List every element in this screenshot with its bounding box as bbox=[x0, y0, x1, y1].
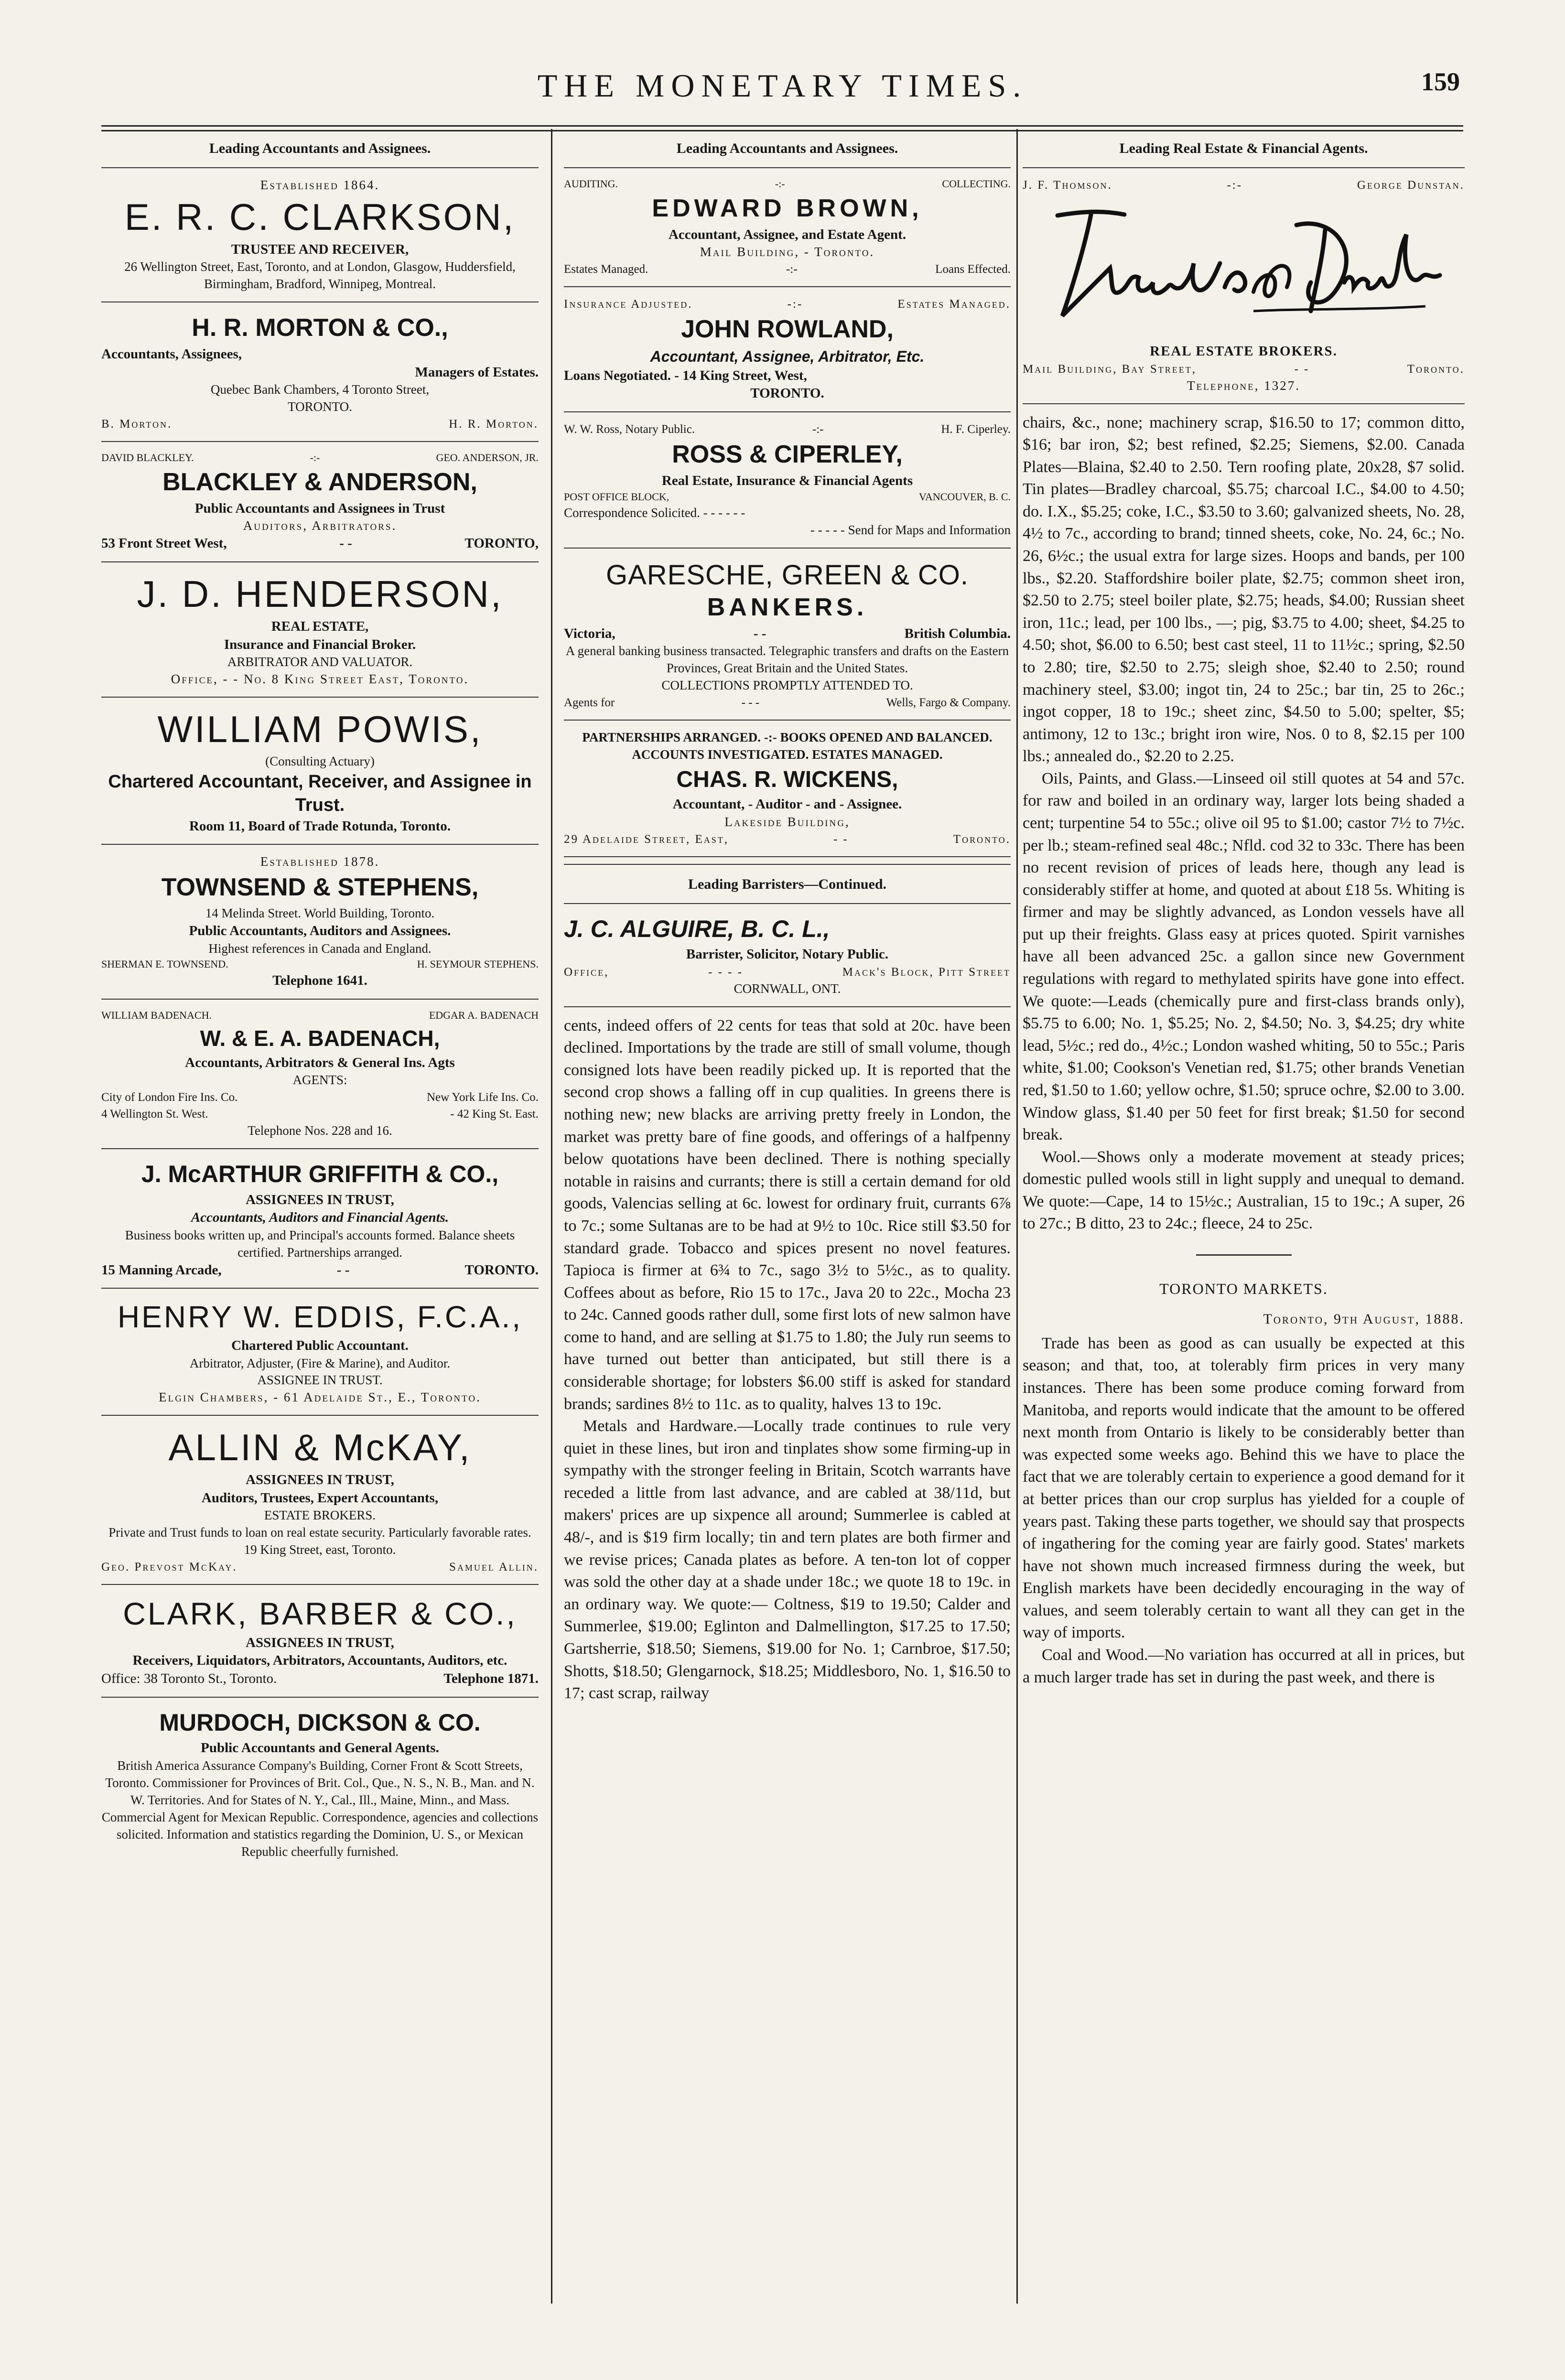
paragraph: chairs, &c., none; machinery scrap, $16.50 to 17; common ditto, $16; bar iron, $2; best refined, $2.25; Siemens, $2.00. Canada Plates—Blaina, $2.40 to 2.50. Tern roofing plate, 20x28, $7 solid. Tin plates—Bradley charcoal, $5.75; charcoal I.C., $4.00 to 4.50; do. I.X., $5.25; coke, I.C., $3.50 to 3.60; galvanized sheets, No. 28, 4½ to 7c., according to brand; tinned sheets, coke, No. 24, 6c.; No. 26, 6½c.; the usual extra for large sizes. Hoops and bands, per 100 lbs., $2.20. Staffordshire boiler plate, $2.75; common sheet iron, $2.50 to 2.75; steel boiler plate, $2.75; heads, $4.00; Russian sheet iron, 11c.; lead, per 100 lbs., —; pig, $3.75 to 4.00; sheet, $4.25 to 4.50; shot, $6.00 to 6.50; best cast steel, 11 to 11½c.; spring, $2.50 to 2.80; tire, $2.50 to 2.75; sleigh shoe, $2.40 to 2.50; round machinery steel, $3.00; ingot tin, 24 to 25c.; bar tin, 25 to 26c.; ingot copper, 18 to 19c.; sheet zinc, $4.50 to 5.00; spelter, $5; antimony, 12 to 13c.; bright iron wire, Nos. 0 to 8, $2.15 per 100 lbs.; annealed do., $2.20 to 2.25. bbox=[1023, 413, 1465, 765]
role: ASSIGNEES IN TRUST, bbox=[246, 1635, 394, 1650]
role: ARBITRATOR AND VALUATOR. bbox=[227, 655, 413, 669]
card-rowland bbox=[564, 287, 1011, 412]
section-heading: Leading Real Estate & Financial Agents. bbox=[1023, 129, 1465, 168]
city: Victoria, bbox=[564, 625, 615, 641]
firm-name: HENRY W. EDDIS, F.C.A., bbox=[117, 1300, 523, 1335]
city: CORNWALL, ONT. bbox=[734, 981, 841, 996]
paragraph: Metals and Hardware.—Locally trade continues to rule very quiet in these lines, but iron and tinplates show some firming-up in sympathy with the stronger feeling in Britain, Scotch warrants have receded a little from last advance, and are cabled at 38/11d, but makers' prices are up sixpence all around; Summerlee is cabled at 48/-, and is $19 firm locally; tin and tern plates are both firmer and we revise prices; Canada plates as before. A ten-ton lot of copper was sold the other day at a shade under 18c.; we quote 18 to 19c. in an ordinary way. We quote:— Coltness, $19 to 19.50; Calder and Summerlee, $19.00; Eglinton and Dalmellington, $17.25 to 17.50; Gartsherrie, $18.50; Siemens, $19.00 for No. 1; Carnbroe, $17.50; Shotts, $18.50; Glengarnock, $18.25; Middlesboro, No. 1, $16.50 to 17; cast scrap, railway bbox=[564, 1417, 1011, 1702]
role: ASSIGNEE IN TRUST. bbox=[257, 1373, 383, 1388]
separator: -:- bbox=[310, 452, 320, 464]
service: COLLECTING. bbox=[942, 178, 1011, 190]
firm-name: E. R. C. CLARKSON, bbox=[124, 195, 516, 238]
address: 15 Manning Arcade, bbox=[101, 1262, 222, 1278]
agents-label: AGENTS: bbox=[292, 1073, 347, 1088]
role: (Consulting Actuary) bbox=[265, 754, 375, 768]
building: Lakeside Building, bbox=[724, 814, 850, 829]
card-alguire bbox=[564, 904, 1011, 1007]
dash: - - - bbox=[741, 696, 760, 710]
partner: H. F. Ciperley. bbox=[941, 422, 1011, 436]
column-divider-1 bbox=[551, 129, 552, 2304]
location-row bbox=[564, 625, 1011, 643]
firm-name: GARESCHE, GREEN & CO. bbox=[605, 560, 969, 591]
city: Toronto. bbox=[1407, 362, 1465, 376]
separator: -:- bbox=[787, 298, 803, 311]
city: TORONTO, bbox=[464, 536, 539, 551]
line: - - - - - Send for Maps and Information bbox=[810, 523, 1011, 538]
city: TORONTO. bbox=[750, 386, 824, 401]
firm-name: J. McARTHUR GRIFFITH & CO., bbox=[141, 1161, 499, 1188]
role: REAL ESTATE, bbox=[271, 618, 369, 634]
firm-name: J. D. HENDERSON, bbox=[137, 573, 503, 615]
role: Insurance and Financial Broker. bbox=[224, 636, 416, 652]
partner: H. SEYMOUR STEPHENS. bbox=[417, 958, 539, 970]
partner: EDGAR A. BADENACH bbox=[429, 1009, 539, 1021]
office: Office: 38 Toronto St., Toronto. bbox=[101, 1671, 277, 1687]
signature-image bbox=[1029, 196, 1459, 340]
role: Accountants, Assignees, bbox=[101, 346, 242, 362]
card-griffith bbox=[101, 1149, 539, 1289]
column-1 bbox=[101, 129, 539, 2304]
partner: W. W. Ross, Notary Public. bbox=[564, 422, 695, 436]
role: Arbitrator, Adjuster, (Fire & Marine), and Auditor. bbox=[189, 1356, 451, 1370]
column-3 bbox=[1023, 129, 1465, 2304]
paragraph: Coal and Wood.—No variation has occurred at all in prices, but a much larger trade has set in during the past week, and there is bbox=[1023, 1646, 1465, 1686]
separator: -:- bbox=[1227, 179, 1243, 192]
address: 29 Adelaide Street, East, bbox=[564, 832, 729, 846]
partner: J. F. Thomson. bbox=[1023, 179, 1112, 192]
role: Receivers, Liquidators, Arbitrators, Accountants, Auditors, etc. bbox=[132, 1653, 507, 1669]
column-2 bbox=[564, 129, 1011, 2304]
card-murdoch bbox=[101, 1698, 539, 1869]
card-wickens bbox=[564, 721, 1011, 857]
partner: SHERMAN E. TOWNSEND. bbox=[101, 958, 228, 970]
partners bbox=[564, 421, 1011, 438]
role: Chartered Public Accountant. bbox=[231, 1337, 409, 1353]
masthead: THE MONETARY TIMES. bbox=[537, 67, 1028, 104]
partners bbox=[101, 416, 539, 432]
service: Estates Managed. bbox=[897, 298, 1011, 311]
phone: Telephone 1871. bbox=[443, 1671, 539, 1687]
services: PARTNERSHIPS ARRANGED. -:- BOOKS OPENED AND BALANCED. ACCOUNTS INVESTIGATED. ESTATES MANAGED. bbox=[582, 730, 993, 762]
address: Mail Building, - Toronto. bbox=[700, 245, 875, 259]
role: ASSIGNEES IN TRUST, bbox=[246, 1472, 394, 1488]
address: 4 Wellington St. West. bbox=[101, 1108, 208, 1121]
body: Private and Trust funds to loan on real estate security. Particularly favorable rates. 19 King Street, east, Toronto. bbox=[108, 1525, 531, 1557]
card-blackley bbox=[101, 442, 539, 562]
role: Managers of Estates. bbox=[415, 364, 539, 380]
dash: - - bbox=[339, 536, 352, 551]
card-morton bbox=[101, 302, 539, 442]
separator: -:- bbox=[775, 178, 785, 190]
role: Accountant, Assignee, Arbitrator, Etc. bbox=[650, 347, 925, 365]
role: ESTATE BROKERS. bbox=[264, 1508, 376, 1523]
role: Accountants, Auditors and Financial Agents. bbox=[191, 1210, 449, 1226]
firm-name: H. R. MORTON & CO., bbox=[192, 314, 448, 342]
article-col2 bbox=[564, 1007, 1011, 1705]
services bbox=[564, 261, 1011, 278]
firm-name: W. & E. A. BADENACH, bbox=[200, 1025, 440, 1051]
page-number: 159 bbox=[1421, 67, 1460, 96]
role: Public Accountants and Assignees in Trust bbox=[194, 500, 445, 516]
partners bbox=[101, 1559, 539, 1575]
line: Public Accountants, Auditors and Assignees. bbox=[189, 923, 451, 938]
partner: George Dunstan. bbox=[1357, 179, 1465, 192]
section-heading: Leading Accountants and Assignees. bbox=[564, 129, 1011, 168]
address-row bbox=[1023, 361, 1465, 377]
firm-name: JOHN ROWLAND, bbox=[681, 315, 894, 344]
address: 26 Wellington Street, East, Toronto, and at London, Glasgow, Huddersfield, Birmingham, Bradford, Winnipeg, Montreal. bbox=[124, 259, 516, 291]
separator: -:- bbox=[812, 422, 824, 436]
service: AUDITING. bbox=[564, 178, 618, 190]
partners bbox=[101, 451, 539, 465]
firm-name: BLACKLEY & ANDERSON, bbox=[162, 468, 477, 496]
address: Mack's Block, Pitt Street bbox=[842, 965, 1011, 979]
paragraph: Oils, Paints, and Glass.—Linseed oil still quotes at 54 and 57c. for raw and boiled in an ordinary way, larger lots being shaded a cent; turpentine 54 to 55c.; olive oil 95 to $1.00; castor 7½ to 7½c. per lb.; steam-refined seal 48c.; Nfld. cod 32 to 33c. There has been no recent revision of prices of leads here, though any lead is considerably stiffer at home, and quoted at about £18 5s. Whiting is firmer and may be slightly advanced, as London vessels have all put up their freights. Glass easy at prices quoted. Spirit varnishes have all been advanced 25c. a gallon since new Government regulations with regard to methylated spirits have gone into effect. We quote:—Leads (chemically pure and first-class brands only), $5.75 to 6.00; No. 1, $5.25; No. 2, $4.50; No. 3, $4.25; dry white lead, 5½c.; red do., 4½c.; London washed whiting, 50 to 55c.; Paris white, $1.00; Cookson's Venetian red, $1.75; other brands Venetian red, $1.50 to 1.60; yellow ochre, $1.50; spruce ochre, $2.00 to 3.00. Window glass, $1.40 per 50 feet for first break; $1.50 for second break. bbox=[1023, 769, 1465, 1144]
separator: -:- bbox=[786, 263, 798, 276]
firm-name: CHAS. R. WICKENS, bbox=[676, 766, 898, 792]
article-col3 bbox=[1023, 404, 1465, 1689]
body: Business books written up, and Principal's accounts formed. Balance sheets certified. Partnerships arranged. bbox=[125, 1228, 515, 1260]
card-clark bbox=[101, 1585, 539, 1698]
partners bbox=[101, 957, 539, 972]
address: - 42 King St. East. bbox=[450, 1108, 539, 1121]
role: ASSIGNEES IN TRUST, bbox=[246, 1192, 394, 1207]
section-heading: Leading Accountants and Assignees. bbox=[101, 129, 539, 168]
service: Insurance Adjusted. bbox=[564, 298, 693, 311]
firm-name: WILLIAM POWIS, bbox=[157, 708, 483, 751]
agents-label: Agents for bbox=[564, 696, 615, 710]
card-clarkson bbox=[101, 168, 539, 302]
paragraph: cents, indeed offers of 22 cents for teas that sold at 20c. have been declined. Importations by the trade are still of small volume, though consigned lots have been readily picked up. It is reported that the second crop shows a falling off in cup qualities. In greens there is nothing new; new blacks are arriving pretty freely in London, the market was pretty bare of fine goods, and offerings of a halfpenny below quotations have been declined. There is nothing specially notable in raisins and currants; there is still a certain demand for old goods, Valencias selling at 6c. lowest for ordinary fruit, currants 6⅞ to 7c.; some Sultanas are to be had at 9½ to 10c. Rice still $3.50 for standard grade. Tobacco and spices present no novel features. Tapioca is firmer at 6¾ to 7c., sago 3½ to 5½c., as to quality. Coffees about as before, Rio 15 to 17c., Java 20 to 22c., Mocha 23 to 24c. Canned goods rather dull, some first lots of new salmon have come to hand, and are selling at $1.75 to 1.80; the July run seems to have turned out better than anticipated, but still there is a considerable shortage; for lobsters $6.00 stiff is asked for standard brands; sardines 8½ to 11c. as to quality, halves 13 to 19c. bbox=[564, 1016, 1011, 1413]
column-divider-2 bbox=[1016, 129, 1018, 2304]
office-row bbox=[101, 1670, 539, 1688]
role: Auditors, Trustees, Expert Accountants, bbox=[201, 1490, 439, 1506]
role: Auditors, Arbitrators. bbox=[243, 518, 397, 533]
firm-type: BANKERS. bbox=[707, 593, 868, 621]
partner: H. R. Morton. bbox=[449, 418, 539, 431]
partner: Samuel Allin. bbox=[449, 1561, 539, 1574]
partner: GEO. ANDERSON, JR. bbox=[436, 452, 539, 464]
address: Loans Negotiated. - 14 King Street, West, bbox=[564, 367, 807, 383]
card-allin bbox=[101, 1416, 539, 1585]
partner: WILLIAM BADENACH. bbox=[101, 1009, 212, 1021]
firm-name: MURDOCH, DICKSON & CO. bbox=[159, 1709, 481, 1736]
card-brown bbox=[564, 168, 1011, 287]
dash: - - bbox=[1294, 362, 1310, 376]
card-badenach bbox=[101, 1000, 539, 1149]
address-row bbox=[101, 1261, 539, 1280]
agents bbox=[101, 1089, 539, 1106]
city: TORONTO. bbox=[288, 399, 352, 414]
card-eddis bbox=[101, 1289, 539, 1416]
province: British Columbia. bbox=[904, 625, 1011, 641]
office-label: Office, bbox=[564, 965, 609, 979]
service: Loans Effected. bbox=[935, 263, 1011, 276]
collections: COLLECTIONS PROMPTLY ATTENDED TO. bbox=[661, 678, 913, 693]
divider bbox=[1196, 1254, 1292, 1256]
body: British America Assurance Company's Building, Corner Front & Scott Streets, Toronto. Commissioner for Provinces of Brit. Col., Que., N. S., N. B., Man. and N. W. Territories. And for States of N. Y., Cal., Ill., Maine, Minn., and Mass. Commercial Agent for Mexican Republic. Correspondence, agencies and collections solicited. Information and statistics regarding the Dominion, U. S., or Mexican Republic cheerfully furnished. bbox=[101, 1758, 539, 1859]
established: Established 1864. bbox=[260, 178, 380, 192]
addresses bbox=[101, 1106, 539, 1122]
role: Barrister, Solicitor, Notary Public. bbox=[686, 947, 889, 962]
service: Estates Managed. bbox=[564, 263, 648, 276]
office-row bbox=[564, 964, 1011, 980]
card-ross bbox=[564, 412, 1011, 549]
address: Mail Building, Bay Street, bbox=[1023, 362, 1197, 376]
phone: Telephone, 1327. bbox=[1187, 378, 1300, 393]
phone: Telephone 1641. bbox=[272, 973, 367, 989]
partner: Geo. Prevost McKay. bbox=[101, 1561, 237, 1574]
address: Room 11, Board of Trade Rotunda, Toronto. bbox=[189, 818, 451, 834]
firm-name: TOWNSEND & STEPHENS, bbox=[161, 873, 479, 902]
card-townsend bbox=[101, 845, 539, 1000]
line: 14 Melinda Street. World Building, Toronto. bbox=[205, 905, 435, 920]
city: Toronto. bbox=[953, 832, 1011, 846]
body: A general banking business transacted. Telegraphic transfers and drafts on the Eastern Provinces, Great Britain and the United States. bbox=[565, 644, 1009, 676]
role: Chartered Accountant, Receiver, and Assignee in Trust. bbox=[108, 771, 532, 816]
top-rule bbox=[101, 125, 1463, 127]
city: VANCOUVER, B. C. bbox=[918, 491, 1011, 503]
line: Highest references in Canada and England. bbox=[208, 941, 432, 956]
card-henderson bbox=[101, 562, 539, 698]
role: Accountant, Assignee, and Estate Agent. bbox=[668, 226, 907, 242]
firm-name: ROSS & CIPERLEY, bbox=[672, 440, 903, 468]
agent: New York Life Ins. Co. bbox=[426, 1091, 539, 1104]
firm-name: CLARK, BARBER & CO., bbox=[123, 1596, 517, 1632]
line: Correspondence Solicited. - - - - - - bbox=[564, 506, 745, 520]
phone: Telephone Nos. 228 and 16. bbox=[248, 1123, 392, 1138]
address-row bbox=[101, 535, 539, 553]
dash: - - bbox=[833, 832, 849, 846]
card-powis bbox=[101, 698, 539, 845]
role: Accountants, Arbitrators & General Ins. Agts bbox=[185, 1055, 455, 1070]
partner: B. Morton. bbox=[101, 418, 173, 431]
role: REAL ESTATE BROKERS. bbox=[1150, 344, 1338, 359]
markets-heading: TORONTO MARKETS. bbox=[1159, 1280, 1328, 1297]
dash: - - bbox=[336, 1262, 350, 1278]
address: 53 Front Street West, bbox=[101, 536, 227, 551]
partners bbox=[1023, 177, 1465, 194]
services bbox=[564, 177, 1011, 192]
role: Public Accountants and General Agents. bbox=[201, 1740, 439, 1756]
address: Elgin Chambers, - 61 Adelaide St., E., Toronto. bbox=[159, 1390, 481, 1405]
agent: City of London Fire Ins. Co. bbox=[101, 1091, 238, 1104]
role: TRUSTEE AND RECEIVER, bbox=[231, 241, 409, 257]
role: Accountant, - Auditor - and - Assignee. bbox=[672, 797, 902, 812]
established: Established 1878. bbox=[260, 854, 380, 869]
services bbox=[564, 296, 1011, 312]
dash: - - - - bbox=[708, 965, 744, 979]
paragraph: Trade has been as good as can usually be expected at this season; and that, too, at tolerably firm prices in very many instances. There has been some produce coming forward from Manitoba, and reports would indicate that the amount to be offered next month from Ontario is likely to be considerably better than was expected some weeks ago. Behind this we have to place the fact that we are tolerably certain to experience a good demand for it at better prices than our crop surplus has yielded for a couple of years past. Taking these parts together, we should say that prospects of ingathering for the coming year are fairly good. States' markets have not shown much increased firmness during the week, but English markets have been decidedly encouraging in the way of values, and seem tolerably certain to want all they can get in the way of imports. bbox=[1023, 1334, 1465, 1642]
address: Office, - - No. 8 King Street East, Toronto. bbox=[171, 672, 469, 687]
card-garesche bbox=[564, 549, 1011, 721]
dateline: Toronto, 9th August, 1888. bbox=[1263, 1311, 1465, 1327]
role: Real Estate, Insurance & Financial Agents bbox=[661, 473, 913, 488]
city: TORONTO. bbox=[464, 1262, 539, 1278]
address: Quebec Bank Chambers, 4 Toronto Street, bbox=[210, 382, 430, 397]
firm-name: EDWARD BROWN, bbox=[652, 194, 923, 222]
firm-name: ALLIN & McKAY, bbox=[168, 1426, 472, 1469]
address: POST OFFICE BLOCK, bbox=[564, 491, 669, 503]
paragraph: Wool.—Shows only a moderate movement at steady prices; domestic pulled wools still in light supply and unequal to demand. We quote:—Cape, 14 to 15½c.; Australian, 15 to 19c.; A super, 26 to 27c.; B ditto, 23 to 24c.; fleece, 24 to 25c. bbox=[1023, 1148, 1465, 1233]
agents-row bbox=[564, 694, 1011, 711]
firm-name: J. C. ALGUIRE, B. C. L., bbox=[564, 915, 830, 942]
agent: Wells, Fargo & Company. bbox=[886, 696, 1011, 710]
address-row bbox=[564, 831, 1011, 848]
address-row bbox=[564, 490, 1011, 505]
card-thomson bbox=[1023, 168, 1465, 404]
partner: DAVID BLACKLEY. bbox=[101, 452, 194, 464]
partners bbox=[101, 1008, 539, 1023]
section-heading: Leading Barristers—Continued. bbox=[564, 864, 1011, 904]
dash: - - bbox=[753, 625, 766, 641]
